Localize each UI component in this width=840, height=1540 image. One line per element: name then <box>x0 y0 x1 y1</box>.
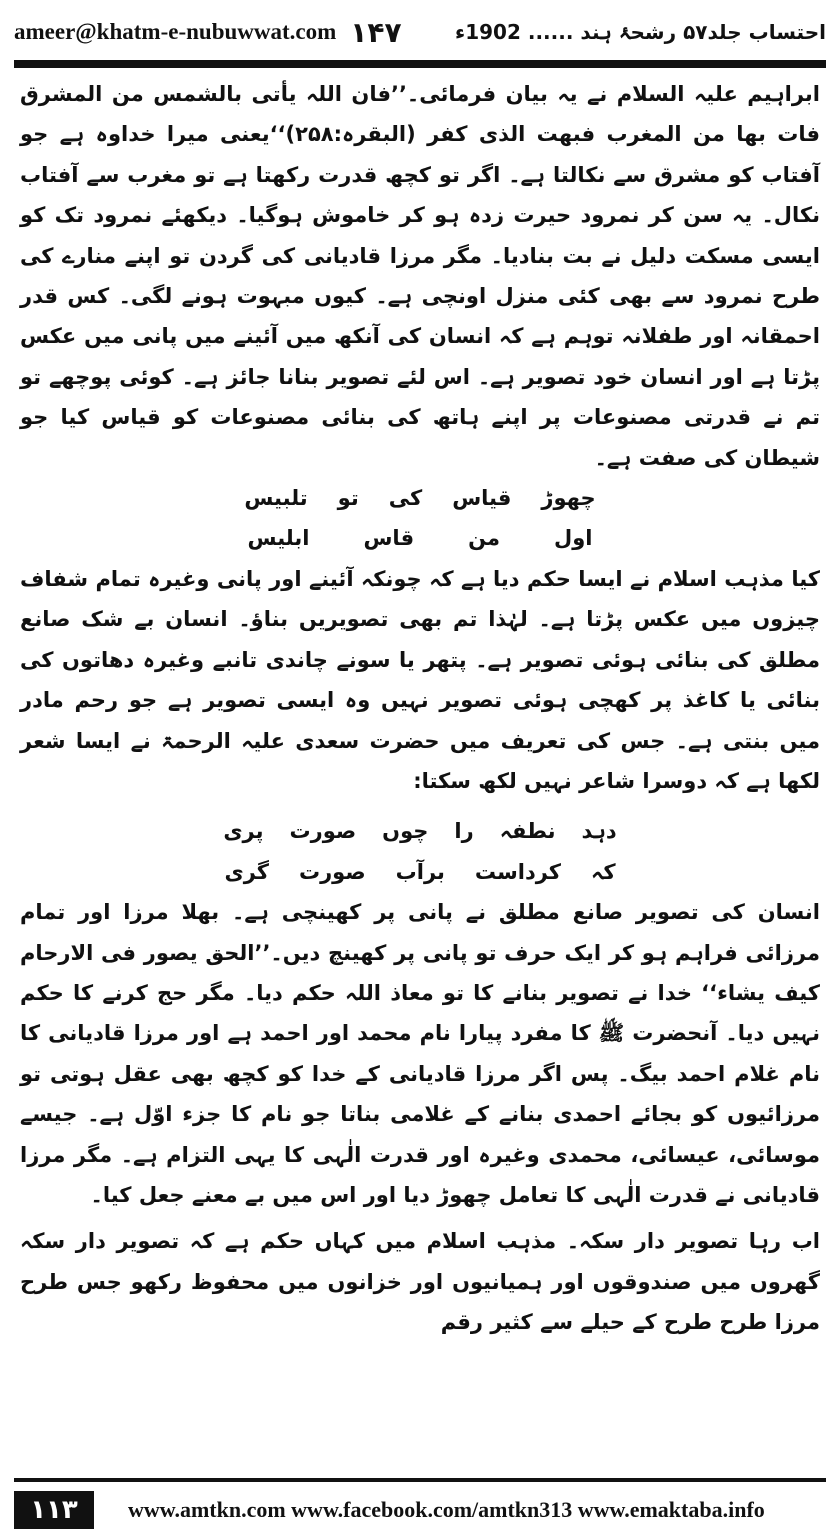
footer-rule <box>14 1478 826 1482</box>
verse-word: دہد <box>581 819 617 844</box>
paragraph-3: انسان کی تصویر صانع مطلق نے پانی پر کھینچی ہے۔ بھلا مرزا اور تمام مرزائی فراہم ہو کر ایک حرف تو پانی پر کھینچ دیں۔’’الحق یصور فی الارحام کیف یشاء‘‘ خدا نے تصویر بنانے کا تو معاذ اللہ حکم دیا۔ مگر حج کرنے کا حکم نہیں دیا۔ آنحضرت ﷺ کا مفرد پیارا نام محمد اور احمد ہے اور مرزا قادیانی کا نام غلام احمد بیگ۔ پس اگر مرزا قادیانی کے خدا کو کچھ بھی عقل ہوتی تو مرزائیوں کو بجائے احمدی بنانے کے غلامی بناتا جو نام کا جزء اوّل ہے۔ جیسے موسائی، عیسائی، محمدی وغیرہ اور قدرت الٰہی کا یہی التزام ہے۔ مگر مرزا قادیانی نے قدرت الٰہی کا تعامل چھوڑ دیا اور اس میں بے معنے جعل کیا۔ <box>20 900 820 1207</box>
verse-word: کرداست <box>474 859 562 884</box>
footer-page-number: ۱۱۳ <box>14 1491 94 1529</box>
verse-word: صورت <box>298 859 366 884</box>
verse-word: برآب <box>395 859 445 884</box>
verse-word: قیاس <box>452 486 512 511</box>
paragraph-2: کیا مذہب اسلام نے ایسا حکم دیا ہے کہ چونکہ آئینے اور پانی وغیرہ تمام شفاف چیزوں میں عکس پڑتا ہے۔ لہٰذا تم بھی تصویریں بناؤ۔ انسان بے شک صانع مطلق کی بنائی ہوئی تصویر ہے۔ پتھر یا سونے چاندی تانبے وغیرہ دھاتوں کی بنائی یا کاغذ پر کھچی ہوئی تصویر نہیں وہ ایسی تصویر ہے جو رحم مادر میں بنتی ہے۔ جس کی تعریف میں حضرت سعدی علیہ الرحمۃ نے ایسا شعر لکھا ہے کہ دوسرا شاعر نہیں لکھ سکتا: <box>20 566 820 793</box>
verse-word: کہ <box>591 859 616 884</box>
verse-word: من <box>468 526 500 551</box>
paragraph-4: اب رہا تصویر دار سکہ۔ مذہب اسلام میں کہاں حکم ہے کہ تصویر دار سکہ گھروں میں صندوقوں اور ہمیانیوں اور خزانوں میں محفوظ رکھو جس طرح مرزا طرح طرح کے حیلے سے کثیر رقم <box>20 1229 820 1335</box>
verse-2-line-1 <box>20 811 820 851</box>
header-rule <box>14 60 826 68</box>
page-body <box>20 74 820 1343</box>
verse-1-line-1 <box>20 478 820 518</box>
page-footer <box>14 1490 826 1530</box>
paragraph-1: ابراہیم علیہ السلام نے یہ بیان فرمائی۔’’فان اللہ یأتی بالشمس من المشرق فات بھا من المغرب فبھت الذی کفر (البقرہ:۲۵۸)‘‘یعنی میرا خداوہ ہے جو آفتاب کو مشرق سے نکالتا ہے۔ اگر تو کچھ قدرت رکھتا ہے تو مغرب سے آفتاب نکال۔ یہ سن کر نمرود حیرت زدہ ہو کر خاموش ہوگیا۔ دیکھئے نمرود تک کو ایسی مسکت دلیل نے بت بنادیا۔ مگر مرزا قادیانی کی گردن تو اپنے منارے کی طرح نمرود سے بھی کئی منزل اونچی ہے۔ کیوں مبہوت ہونے لگی۔ کس قدر احمقانہ اور طفلانہ توہم ہے کہ انسان کی آنکھ میں آئینے میں پانی میں عکس پڑتا ہے اور انسان خود تصویر ہے۔ اس لئے تصویر بنانا جائز ہے۔ کوئی پوچھے تو تم نے قدرتی مصنوعات پر اپنے ہاتھ کی بنائی مصنوعات کو قیاس کیا جو شیطان کی صفت ہے۔ <box>20 82 820 470</box>
header-page-number: ۱۴۷ <box>350 15 402 49</box>
verse-word: چھوڑ <box>541 486 596 511</box>
verse-word: تلبیس <box>244 486 308 511</box>
verse-word: ابلیس <box>247 526 310 551</box>
verse-word: قاس <box>363 526 415 551</box>
verse-word: تو <box>337 486 359 511</box>
verse-word: پری <box>223 819 264 844</box>
header-email: ameer@khatm-e-nubuwwat.com <box>14 19 337 44</box>
verse-word: اول <box>553 526 593 551</box>
verse-word: کی <box>388 486 423 511</box>
verse-2-line-2 <box>20 852 820 892</box>
header-book-title: احتساب جلد۵۷ رشحۂ ہند ...... 1902ء <box>454 20 826 44</box>
verse-1-line-2 <box>20 518 820 558</box>
page-header <box>14 10 826 54</box>
footer-website-links: www.amtkn.com www.facebook.com/amtkn313 www.emaktaba.info <box>128 1497 765 1522</box>
header-left <box>14 16 402 49</box>
verse-word: صورت <box>289 819 357 844</box>
verse-word: چوں <box>382 819 429 844</box>
verse-word: را <box>454 819 474 844</box>
verse-word: نطفہ <box>499 819 556 844</box>
verse-word: گری <box>224 859 269 884</box>
